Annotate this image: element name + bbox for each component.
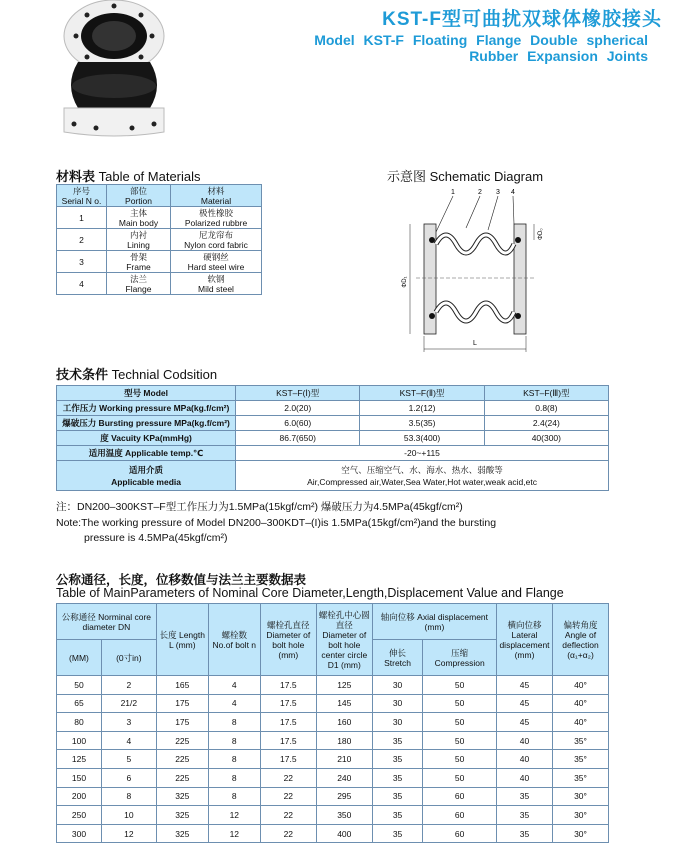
hdr-axial: 轴向位移 Axial displacement (mm): [372, 604, 496, 640]
tech-table: [56, 385, 609, 491]
nominal-table: [56, 603, 609, 843]
hdr-inch: (0寸in): [101, 640, 156, 676]
cell-stretch: 30: [372, 713, 423, 732]
cell-material-cn: 软钢: [207, 273, 225, 284]
materials-heading: [56, 166, 201, 185]
cell-compression: 60: [423, 824, 497, 843]
cell-lateral: 45: [497, 676, 553, 695]
cell-portion-cn: 骨架: [129, 251, 147, 262]
cell-bolt-circle: 160: [316, 713, 372, 732]
cell-no: 2: [57, 229, 107, 251]
cell-lateral: 40: [497, 731, 553, 750]
cell-bolt-hole: 17.5: [260, 731, 316, 750]
cell-length: 325: [156, 824, 208, 843]
row-label: 度 Vacuity KPa(mmHg): [57, 431, 236, 446]
cell-dn-inch: 3: [101, 713, 156, 732]
cell-bolt-circle: 180: [316, 731, 372, 750]
table-row: [57, 207, 262, 229]
tech-col-model: 型号 Model: [57, 386, 236, 401]
table-row: [57, 431, 609, 446]
table-row: [57, 416, 609, 431]
cell-length: 225: [156, 731, 208, 750]
cell-dn-inch: 10: [101, 806, 156, 825]
row-label: 爆破压力 Bursting pressure MPa(kg.f/cm²): [57, 416, 236, 431]
cell-bolt-hole: 22: [260, 768, 316, 787]
cell-angle: 30°: [553, 824, 609, 843]
cell-stretch: 35: [372, 750, 423, 769]
cell-length: 325: [156, 806, 208, 825]
cell-portion-cn: 内衬: [129, 229, 147, 240]
dim-d1: ΦD₁: [402, 276, 408, 288]
tech-col-type1: KST–F(Ⅰ)型: [236, 386, 360, 401]
col-material-cn: 材料: [207, 185, 225, 196]
cell-length: 175: [156, 713, 208, 732]
cell-no: 1: [57, 207, 107, 229]
nominal-body: [57, 676, 609, 843]
cell-bolt-count: 8: [208, 713, 260, 732]
cell-bolt-circle: 240: [316, 768, 372, 787]
tech-col-type2: KST–F(Ⅱ)型: [360, 386, 484, 401]
tech-heading-cn: 技术条件: [56, 367, 109, 382]
cell-lateral: 40: [497, 750, 553, 769]
cell-stretch: 30: [372, 694, 423, 713]
cell-compression: 50: [423, 750, 497, 769]
schematic-diagram: [376, 184, 556, 354]
cell-compression: 50: [423, 731, 497, 750]
cell-portion-en: Main body: [118, 217, 159, 228]
cell-length: 175: [156, 694, 208, 713]
cell-angle: 30°: [553, 806, 609, 825]
table-row: [57, 251, 262, 273]
cell-dn-mm: 150: [57, 768, 102, 787]
cell-bolt-hole: 22: [260, 824, 316, 843]
cell-dn-mm: 250: [57, 806, 102, 825]
cell-lateral: 35: [497, 787, 553, 806]
cell-dn-inch: 12: [101, 824, 156, 843]
cell-stretch: 35: [372, 768, 423, 787]
cell-bolt-circle: 145: [316, 694, 372, 713]
cell-lateral: 45: [497, 694, 553, 713]
cell-lateral: 35: [497, 824, 553, 843]
schematic-heading-cn: 示意图: [387, 169, 427, 184]
table-row: [57, 731, 609, 750]
cell-angle: 35°: [553, 731, 609, 750]
cell-length: 225: [156, 768, 208, 787]
materials-header-row: [57, 185, 262, 207]
cell-bolt-count: 8: [208, 768, 260, 787]
cell-bolt-hole: 17.5: [260, 676, 316, 695]
cell-portion-cn: 主体: [129, 207, 147, 218]
col-serial-cn: 序号: [72, 185, 90, 196]
cell-material-cn: 极性橡胶: [198, 207, 233, 218]
row-label: 工作压力 Working pressure MPa(kg.f/cm²): [57, 401, 236, 416]
cell-dn-inch: 4: [101, 731, 156, 750]
cell-dn-mm: 200: [57, 787, 102, 806]
cell-angle: 40°: [553, 713, 609, 732]
cell-lateral: 35: [497, 806, 553, 825]
hdr-bolt-hole: 螺栓孔直径 Diameter of bolt hole (mm): [260, 604, 316, 676]
cell-dn-inch: 6: [101, 768, 156, 787]
table-row: [57, 806, 609, 825]
cell-bolt-count: 8: [208, 787, 260, 806]
cell-dn-inch: 21/2: [101, 694, 156, 713]
table-row: [57, 824, 609, 843]
cell-portion-en: Flange: [125, 283, 152, 294]
media-label-cn: 适用介质: [129, 464, 164, 475]
note-en-line2: pressure is 4.5MPa(45kgf/cm²): [84, 532, 228, 544]
cell-stretch: 35: [372, 787, 423, 806]
cell-dn-mm: 300: [57, 824, 102, 843]
cell-compression: 50: [423, 768, 497, 787]
table-row: [57, 713, 609, 732]
page-title-en-line1: Model KST-F Floating Flange Double spherical: [314, 32, 648, 48]
hdr-stretch: 伸长 Stretch: [372, 640, 423, 676]
cell-angle: 40°: [553, 694, 609, 713]
hdr-length: 长度 Length L (mm): [156, 604, 208, 676]
col-material-en: Material: [200, 195, 232, 206]
cell-angle: 35°: [553, 768, 609, 787]
callout-4: 4: [511, 189, 515, 196]
tech-heading: [56, 364, 217, 383]
callout-3: 3: [496, 189, 500, 196]
materials-heading-en: Table of Materials: [98, 169, 201, 184]
table-row: [57, 768, 609, 787]
cell-dn-inch: 8: [101, 787, 156, 806]
cell-bolt-count: 12: [208, 824, 260, 843]
tech-col-type3: KST–F(Ⅲ)型: [484, 386, 608, 401]
cell-value: 6.0(60): [236, 416, 360, 431]
cell-material-cn: 硬钢丝: [203, 251, 229, 262]
cell-bolt-count: 8: [208, 750, 260, 769]
cell-material-en: Polarized rubbre: [184, 217, 248, 228]
cell-dn-inch: 5: [101, 750, 156, 769]
callout-2: 2: [478, 189, 482, 196]
tech-heading-en: Technial Codsition: [111, 367, 218, 382]
cell-value: 86.7(650): [236, 431, 360, 446]
cell-stretch: 35: [372, 824, 423, 843]
page-title-cn: KST-F型可曲扰双球体橡胶接头: [382, 9, 662, 30]
media-value-en: Air,Compressed air,Water,Sea Water,Hot water,weak acid,etc: [307, 476, 537, 487]
cell-bolt-circle: 350: [316, 806, 372, 825]
cell-portion-en: Frame: [126, 261, 151, 272]
table-row: [57, 676, 609, 695]
cell-angle: 30°: [553, 787, 609, 806]
cell-lateral: 45: [497, 713, 553, 732]
materials-table: [56, 184, 262, 295]
cell-bolt-circle: 125: [316, 676, 372, 695]
cell-angle: 35°: [553, 750, 609, 769]
dim-d0: ΦD₀: [538, 228, 544, 240]
hdr-angle: 偏转角度 Angle of deflection (α₁+α₂): [553, 604, 609, 676]
cell-dn-inch: 2: [101, 676, 156, 695]
cell-bolt-count: 8: [208, 731, 260, 750]
cell-value: 53.3(400): [360, 431, 484, 446]
cell-material-en: Hard steel wire: [187, 261, 245, 272]
cell-value: 2.4(24): [484, 416, 608, 431]
cell-bolt-circle: 210: [316, 750, 372, 769]
note-cn: 注：DN200–300KST–F型工作压力为1.5MPa(15kgf/cm²) 爆破压力为4.5MPa(45kgf/cm²): [56, 501, 463, 513]
cell-value: 1.2(12): [360, 401, 484, 416]
col-portion-cn: 部位: [129, 185, 147, 196]
cell-bolt-hole: 17.5: [260, 694, 316, 713]
table-row: [57, 401, 609, 416]
cell-dn-mm: 125: [57, 750, 102, 769]
cell-material-en: Mild steel: [198, 283, 234, 294]
cell-value: 0.8(8): [484, 401, 608, 416]
nominal-heading-en: [56, 586, 564, 600]
cell-stretch: 35: [372, 806, 423, 825]
hdr-lateral: 横向位移 Lateral displacement (mm): [497, 604, 553, 676]
table-row: [57, 461, 609, 491]
cell-compression: 60: [423, 787, 497, 806]
media-label-en: Applicable media: [111, 476, 181, 487]
cell-compression: 50: [423, 713, 497, 732]
table-row: [57, 273, 262, 295]
cell-dn-mm: 80: [57, 713, 102, 732]
nominal-header-row-1: [57, 604, 609, 640]
hdr-mm: (MM): [57, 640, 102, 676]
cell-lateral: 40: [497, 768, 553, 787]
col-serial-en: Serial N o.: [61, 195, 102, 206]
table-row: [57, 694, 609, 713]
cell-compression: 50: [423, 694, 497, 713]
cell-compression: 60: [423, 806, 497, 825]
tech-header-row: [57, 386, 609, 401]
cell-material-en: Nylon cord fabric: [184, 239, 248, 250]
hdr-compression: 压缩 Compression: [423, 640, 497, 676]
schematic-heading-en: Schematic Diagram: [429, 169, 544, 184]
cell-dn-mm: 100: [57, 731, 102, 750]
hdr-dn: 公称通径 Norminal core diameter DN: [57, 604, 157, 640]
cell-bolt-hole: 17.5: [260, 750, 316, 769]
hdr-bolts: 螺栓数 No.of bolt n: [208, 604, 260, 676]
cell-value: -20~+115: [236, 446, 609, 461]
cell-stretch: 35: [372, 731, 423, 750]
cell-compression: 50: [423, 676, 497, 695]
cell-value: 2.0(20): [236, 401, 360, 416]
cell-bolt-count: 12: [208, 806, 260, 825]
cell-portion-cn: 法兰: [129, 273, 147, 284]
cell-length: 325: [156, 787, 208, 806]
cell-no: 3: [57, 251, 107, 273]
cell-angle: 40°: [553, 676, 609, 695]
note-en-line1: Note:The working pressure of Model DN200–300KDT–(I)is 1.5MPa(15kgf/cm²)and the bursting: [56, 517, 497, 529]
row-label: 适用温度 Applicable temp.℃: [57, 446, 236, 461]
media-value-cn: 空气、压缩空气、水、海水、热水、弱酸等: [341, 464, 503, 475]
product-photo: [56, 0, 176, 140]
cell-bolt-hole: 22: [260, 787, 316, 806]
cell-bolt-hole: 17.5: [260, 713, 316, 732]
page-title-en-line2: Rubber Expansion Joints: [469, 48, 648, 64]
cell-bolt-count: 4: [208, 676, 260, 695]
cell-length: 165: [156, 676, 208, 695]
dim-l: L: [473, 340, 477, 347]
table-row: [57, 787, 609, 806]
cell-bolt-hole: 22: [260, 806, 316, 825]
table-row: [57, 446, 609, 461]
hdr-bolt-circle: 螺栓孔中心圆直径 Diameter of bolt hole center circle D1 (mm): [316, 604, 372, 676]
nominal-heading-cn-text: 公称通径，长度，位移数值与法兰主要数据表: [56, 573, 307, 587]
schematic-heading: [387, 166, 543, 185]
cell-portion-en: Lining: [127, 239, 150, 250]
cell-dn-mm: 50: [57, 676, 102, 695]
materials-heading-cn: 材料表: [56, 169, 96, 184]
cell-value: 40(300): [484, 431, 608, 446]
table-row: [57, 750, 609, 769]
cell-bolt-circle: 400: [316, 824, 372, 843]
cell-bolt-circle: 295: [316, 787, 372, 806]
cell-bolt-count: 4: [208, 694, 260, 713]
table-row: [57, 229, 262, 251]
callout-1: 1: [451, 189, 455, 196]
cell-dn-mm: 65: [57, 694, 102, 713]
cell-value: 3.5(35): [360, 416, 484, 431]
cell-material-cn: 尼龙帘布: [198, 229, 233, 240]
cell-length: 225: [156, 750, 208, 769]
cell-no: 4: [57, 273, 107, 295]
cell-stretch: 30: [372, 676, 423, 695]
nominal-heading-en-text: Table of MainParameters of Nominal Core Diameter,Length,Displacement Value and Flange: [56, 586, 564, 600]
col-portion-en: Portion: [125, 195, 152, 206]
